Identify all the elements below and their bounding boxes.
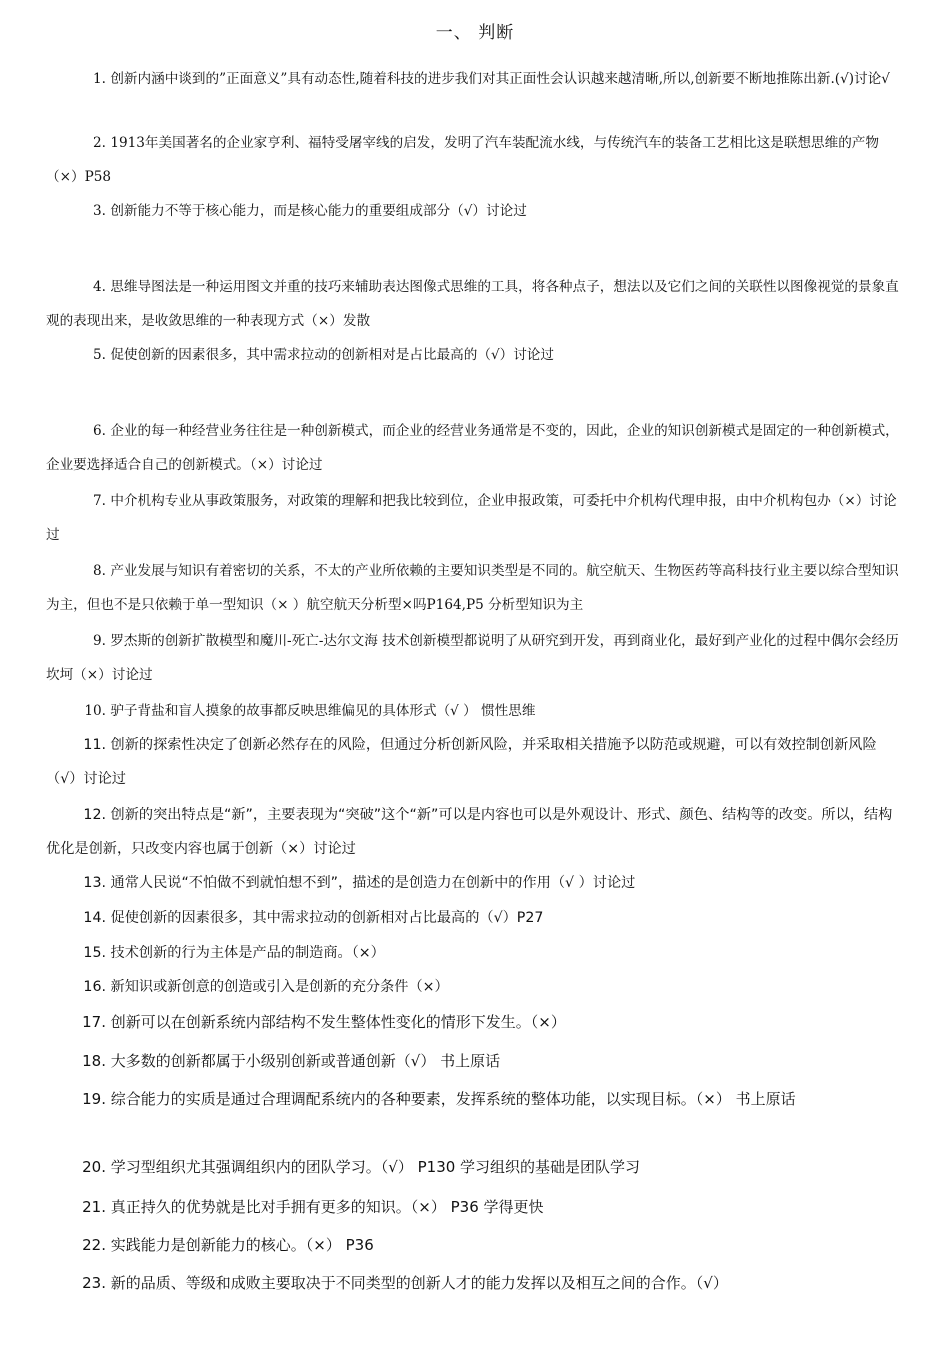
item-text: 促使创新的因素很多，其中需求拉动的创新相对是占比最高的（√）讨论过 — [110, 347, 554, 363]
list-item — [46, 1082, 904, 1116]
item-text: 创新可以在创新系统内部结构不发生整体性变化的情形下发生。（×） — [110, 1013, 566, 1031]
item-number: 5. — [93, 347, 106, 363]
item-number: 2. — [93, 135, 106, 151]
item-text: 创新能力不等于核心能力，而是核心能力的重要组成部分（√）讨论过 — [110, 203, 527, 219]
item-text: 中介机构专业从事政策服务，对政策的理解和把我比较到位，企业申报政策，可委托中介机构代理申报，由中介机构包办（×）讨论过 — [46, 493, 897, 543]
item-number: 16. — [83, 979, 106, 995]
list-item — [46, 338, 904, 372]
item-text: 产业发展与知识有着密切的关系，不太的产业所依赖的主要知识类型是不同的。航空航天、生物医药等高科技行业主要以综合型知识为主，但也不是只依赖于单一型知识（× ）航空航天分析型×吗P164,P5 分析型知识为主 — [46, 563, 899, 613]
list-item — [46, 1005, 904, 1039]
item-number: 6. — [93, 423, 106, 439]
item-text: 驴子背盐和盲人摸象的故事都反映思维偏见的具体形式（√ ） 惯性思维 — [110, 703, 536, 719]
list-item — [46, 866, 904, 900]
list-item — [46, 554, 904, 622]
section-heading: 一、 判断 — [435, 23, 515, 43]
item-text: 1913年美国著名的企业家亨利、福特受屠宰线的启发，发明了汽车装配流水线，与传统汽车的装备工艺相比这是联想思维的产物（×）P58 — [46, 135, 879, 185]
item-text: 罗杰斯的创新扩散模型和魔川-死亡-达尔文海 技术创新模型都说明了从研究到开发，再到商业化，最好到产业化的过程中偶尔会经历坎坷（×）讨论过 — [46, 633, 899, 683]
list-item — [46, 1190, 904, 1224]
item-text: 创新的突出特点是“新”，主要表现为“突破”这个“新”可以是内容也可以是外观设计、形式、颜色、结构等的改变。所以，结构优化是创新，只改变内容也属于创新（×）讨论过 — [46, 807, 893, 857]
item-text: 大多数的创新都属于小级别创新或普通创新（√） 书上原话 — [110, 1052, 501, 1070]
list-item — [46, 414, 904, 482]
item-number: 18. — [82, 1052, 106, 1070]
list-item — [46, 728, 904, 796]
list-item — [46, 484, 904, 552]
item-number: 12. — [83, 807, 106, 823]
item-text: 创新的探索性决定了创新必然存在的风险，但通过分析创新风险，并采取相关措施予以防范或规避，可以有效控制创新风险（√）讨论过 — [46, 737, 877, 787]
item-text: 新的品质、等级和成败主要取决于不同类型的创新人才的能力发挥以及相互之间的合作。（√） — [110, 1274, 728, 1292]
list-item — [46, 901, 904, 935]
item-text: 促使创新的因素很多，其中需求拉动的创新相对占比最高的（√）P27 — [110, 910, 544, 926]
list-item — [46, 970, 904, 1004]
item-number: 17. — [82, 1013, 106, 1031]
list-item — [46, 798, 904, 866]
item-number: 3. — [93, 203, 106, 219]
item-text: 新知识或新创意的创造或引入是创新的充分条件（×） — [110, 979, 449, 995]
item-number: 1. — [93, 71, 106, 87]
item-text: 创新内涵中谈到的”正面意义”具有动态性,随着科技的进步我们对其正面性会认识越来越清晰,所以,创新要不断地推陈出新.(√)讨论√ — [110, 71, 890, 87]
item-number: 4. — [93, 279, 106, 295]
list-item — [46, 624, 904, 692]
item-number: 11. — [83, 737, 106, 753]
item-number: 20. — [82, 1158, 106, 1176]
list-item — [46, 1150, 904, 1184]
list-item — [46, 1228, 904, 1262]
item-text: 技术创新的行为主体是产品的制造商。（×） — [110, 945, 385, 961]
item-number: 14. — [83, 910, 106, 926]
item-text: 实践能力是创新能力的核心。（×） P36 — [110, 1236, 374, 1254]
list-item — [46, 694, 904, 728]
item-text: 真正持久的优势就是比对手拥有更多的知识。（×） P36 学得更快 — [110, 1198, 544, 1216]
item-text: 通常人民说“不怕做不到就怕想不到”，描述的是创造力在创新中的作用（√ ）讨论过 — [110, 875, 636, 891]
item-number: 19. — [82, 1090, 106, 1108]
list-item — [46, 62, 904, 96]
item-text: 综合能力的实质是通过合理调配系统内的各种要素，发挥系统的整体功能，以实现目标。（×） 书上原话 — [110, 1090, 796, 1108]
item-number: 8. — [93, 563, 106, 579]
list-item — [46, 270, 904, 338]
item-text: 学习型组织尤其强调组织内的团队学习。（√） P130 学习组织的基础是团队学习 — [110, 1158, 641, 1176]
item-number: 13. — [83, 875, 106, 891]
list-item — [46, 1266, 904, 1300]
item-text: 企业的每一种经营业务往往是一种创新模式，而企业的经营业务通常是不变的，因此，企业的知识创新模式是固定的一种创新模式，企业要选择适合自己的创新模式。（×）讨论过 — [46, 423, 899, 473]
item-text: 思维导图法是一种运用图文并重的技巧来辅助表达图像式思维的工具，将各种点子，想法以及它们之间的关联性以图像视觉的景象直观的表现出来，是收敛思维的一种表现方式（×）发散 — [46, 279, 899, 329]
item-number: 10. — [84, 703, 106, 719]
item-number: 9. — [93, 633, 106, 649]
list-item — [46, 936, 904, 970]
item-number: 15. — [83, 945, 106, 961]
list-item — [46, 126, 904, 194]
item-number: 7. — [93, 493, 106, 509]
item-number: 22. — [82, 1236, 106, 1254]
item-number: 23. — [82, 1274, 106, 1292]
list-item — [46, 1044, 904, 1078]
item-number: 21. — [82, 1198, 106, 1216]
list-item — [46, 194, 904, 228]
